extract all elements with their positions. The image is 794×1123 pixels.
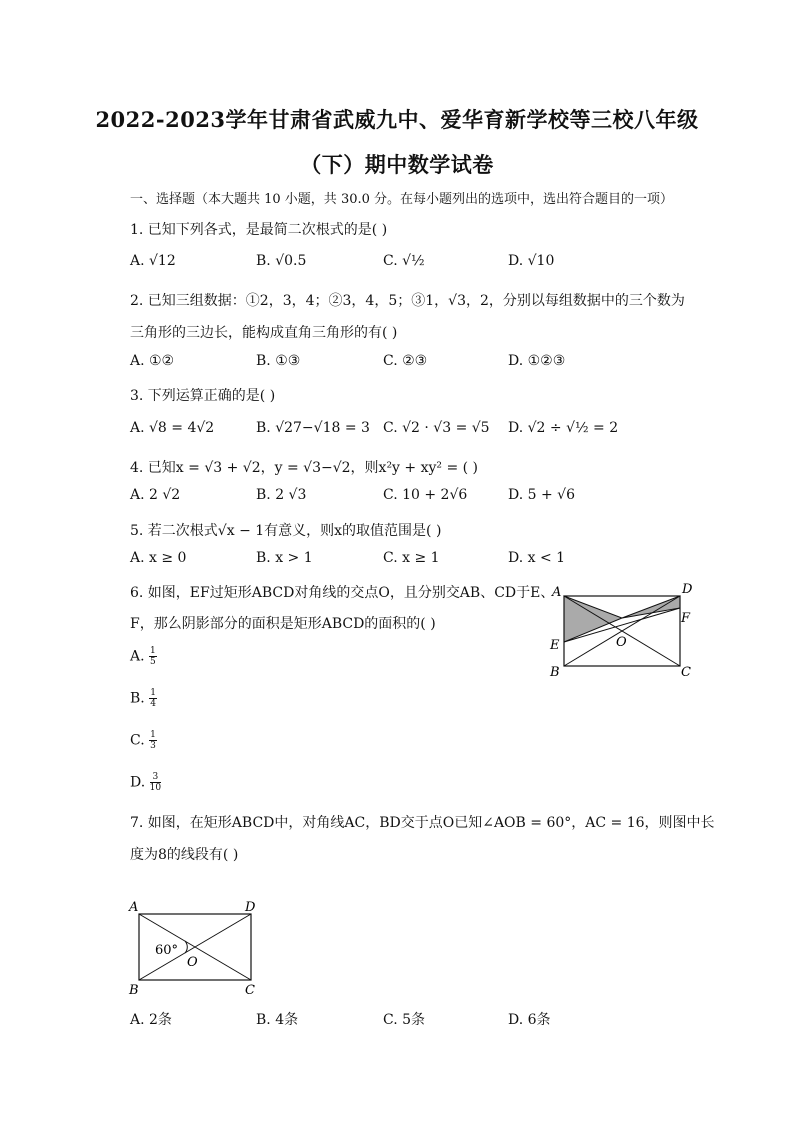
q4-stem: 4. 已知x = √3 + √2，y = √3−√2，则x²y + xy² = ( ) bbox=[130, 460, 479, 476]
q6-option-a bbox=[130, 646, 157, 667]
q2-stem-line1: 2. 已知三组数据：①2，3，4；②3，4，5；③1，√3，2，分别以每组数据中的三个数为 bbox=[130, 293, 685, 309]
q6-shaded-region-right bbox=[622, 596, 680, 618]
q5-option-c: C. x ≥ 1 bbox=[383, 550, 440, 566]
q4-option-d: D. 5 + √6 bbox=[508, 487, 575, 503]
q6-option-a-label: A. bbox=[130, 648, 145, 665]
q3-option-b: B. √27−√18 = 3 bbox=[256, 420, 370, 436]
q6-stem-line2: F，那么阴影部分的面积是矩形ABCD的面积的( ) bbox=[130, 616, 436, 632]
q1-option-b: B. √0.5 bbox=[256, 253, 307, 269]
q7-stem-line1: 7. 如图，在矩形ABCD中，对角线AC，BD交于点O已知∠AOB = 60°，AC = 16，则图中长 bbox=[130, 815, 715, 831]
q6-option-a-fraction: $\frac{1}{5}$ bbox=[150, 646, 156, 667]
q7-rectangle-figure bbox=[125, 896, 265, 1002]
q6-label-c: C bbox=[681, 665, 691, 680]
q4-option-b: B. 2 √3 bbox=[256, 487, 307, 503]
q7-label-a: A bbox=[129, 900, 139, 915]
q1-option-a: A. √12 bbox=[130, 253, 176, 269]
q6-shaded-region-left bbox=[564, 596, 622, 642]
q5-option-b: B. x > 1 bbox=[256, 550, 313, 566]
q7-option-a: A. 2条 bbox=[130, 1012, 172, 1028]
q6-label-a: A bbox=[552, 585, 562, 600]
q6-option-c-label: C. bbox=[130, 732, 145, 749]
section-heading: 一、选择题（本大题共 10 小题，共 30.0 分。在每小题列出的选项中，选出符合题目的一项） bbox=[130, 192, 674, 207]
q6-option-b bbox=[130, 688, 157, 709]
q2-option-b: B. ①③ bbox=[256, 353, 301, 369]
q2-option-d: D. ①②③ bbox=[508, 353, 566, 369]
q1-stem: 1. 已知下列各式，是最简二次根式的是( ) bbox=[130, 222, 388, 238]
q1-option-d: D. √10 bbox=[508, 253, 555, 269]
q4-option-a: A. 2 √2 bbox=[130, 487, 181, 503]
q6-label-o: O bbox=[616, 635, 627, 650]
q6-label-e: E bbox=[550, 638, 560, 653]
q7-label-angle: 60° bbox=[155, 943, 179, 958]
q1-option-c: C. √½ bbox=[383, 253, 425, 269]
q4-option-c: C. 10 + 2√6 bbox=[383, 487, 468, 503]
q6-option-c-fraction: $\frac{1}{3}$ bbox=[150, 730, 156, 751]
q3-stem: 3. 下列运算正确的是( ) bbox=[130, 388, 276, 404]
exam-title-line2: （下）期中数学试卷 bbox=[300, 152, 494, 177]
q7-option-d: D. 6条 bbox=[508, 1012, 551, 1028]
q7-option-c: C. 5条 bbox=[383, 1012, 426, 1028]
q6-option-c bbox=[130, 730, 157, 751]
q7-label-d: D bbox=[245, 900, 256, 915]
q2-stem-line2: 三角形的三边长，能构成直角三角形的有( ) bbox=[130, 325, 398, 341]
exam-title-line1: 2022-2023学年甘肃省武威九中、爱华育新学校等三校八年级 bbox=[95, 107, 699, 132]
q3-option-a: A. √8 = 4√2 bbox=[130, 420, 215, 436]
q6-option-d bbox=[130, 772, 161, 793]
q5-option-a: A. x ≥ 0 bbox=[130, 550, 187, 566]
q2-option-a: A. ①② bbox=[130, 353, 175, 369]
q2-option-c: C. ②③ bbox=[383, 353, 428, 369]
q3-option-d: D. √2 ÷ √½ = 2 bbox=[508, 420, 619, 436]
q6-stem-line1: 6. 如图，EF过矩形ABCD对角线的交点O，且分别交AB、CD于E、 bbox=[130, 585, 555, 601]
q6-label-b: B bbox=[550, 665, 560, 680]
q6-rectangle-figure bbox=[540, 580, 700, 680]
q7-label-c: C bbox=[245, 983, 255, 998]
q6-option-b-fraction: $\frac{1}{4}$ bbox=[150, 688, 156, 709]
q7-stem-line2: 度为8的线段有( ) bbox=[130, 847, 239, 863]
q6-option-d-fraction: $\frac{3}{10}$ bbox=[149, 772, 162, 793]
q7-option-b: B. 4条 bbox=[256, 1012, 299, 1028]
q3-option-c: C. √2 · √3 = √5 bbox=[383, 420, 490, 436]
q6-label-f: F bbox=[681, 611, 691, 626]
q7-label-o: O bbox=[187, 955, 198, 970]
q6-label-d: D bbox=[682, 582, 693, 597]
q5-option-d: D. x < 1 bbox=[508, 550, 566, 566]
q6-option-b-label: B. bbox=[130, 690, 145, 707]
q7-label-b: B bbox=[129, 983, 139, 998]
q5-stem: 5. 若二次根式√x − 1有意义，则x的取值范围是( ) bbox=[130, 523, 442, 539]
q6-option-d-label: D. bbox=[130, 774, 146, 791]
